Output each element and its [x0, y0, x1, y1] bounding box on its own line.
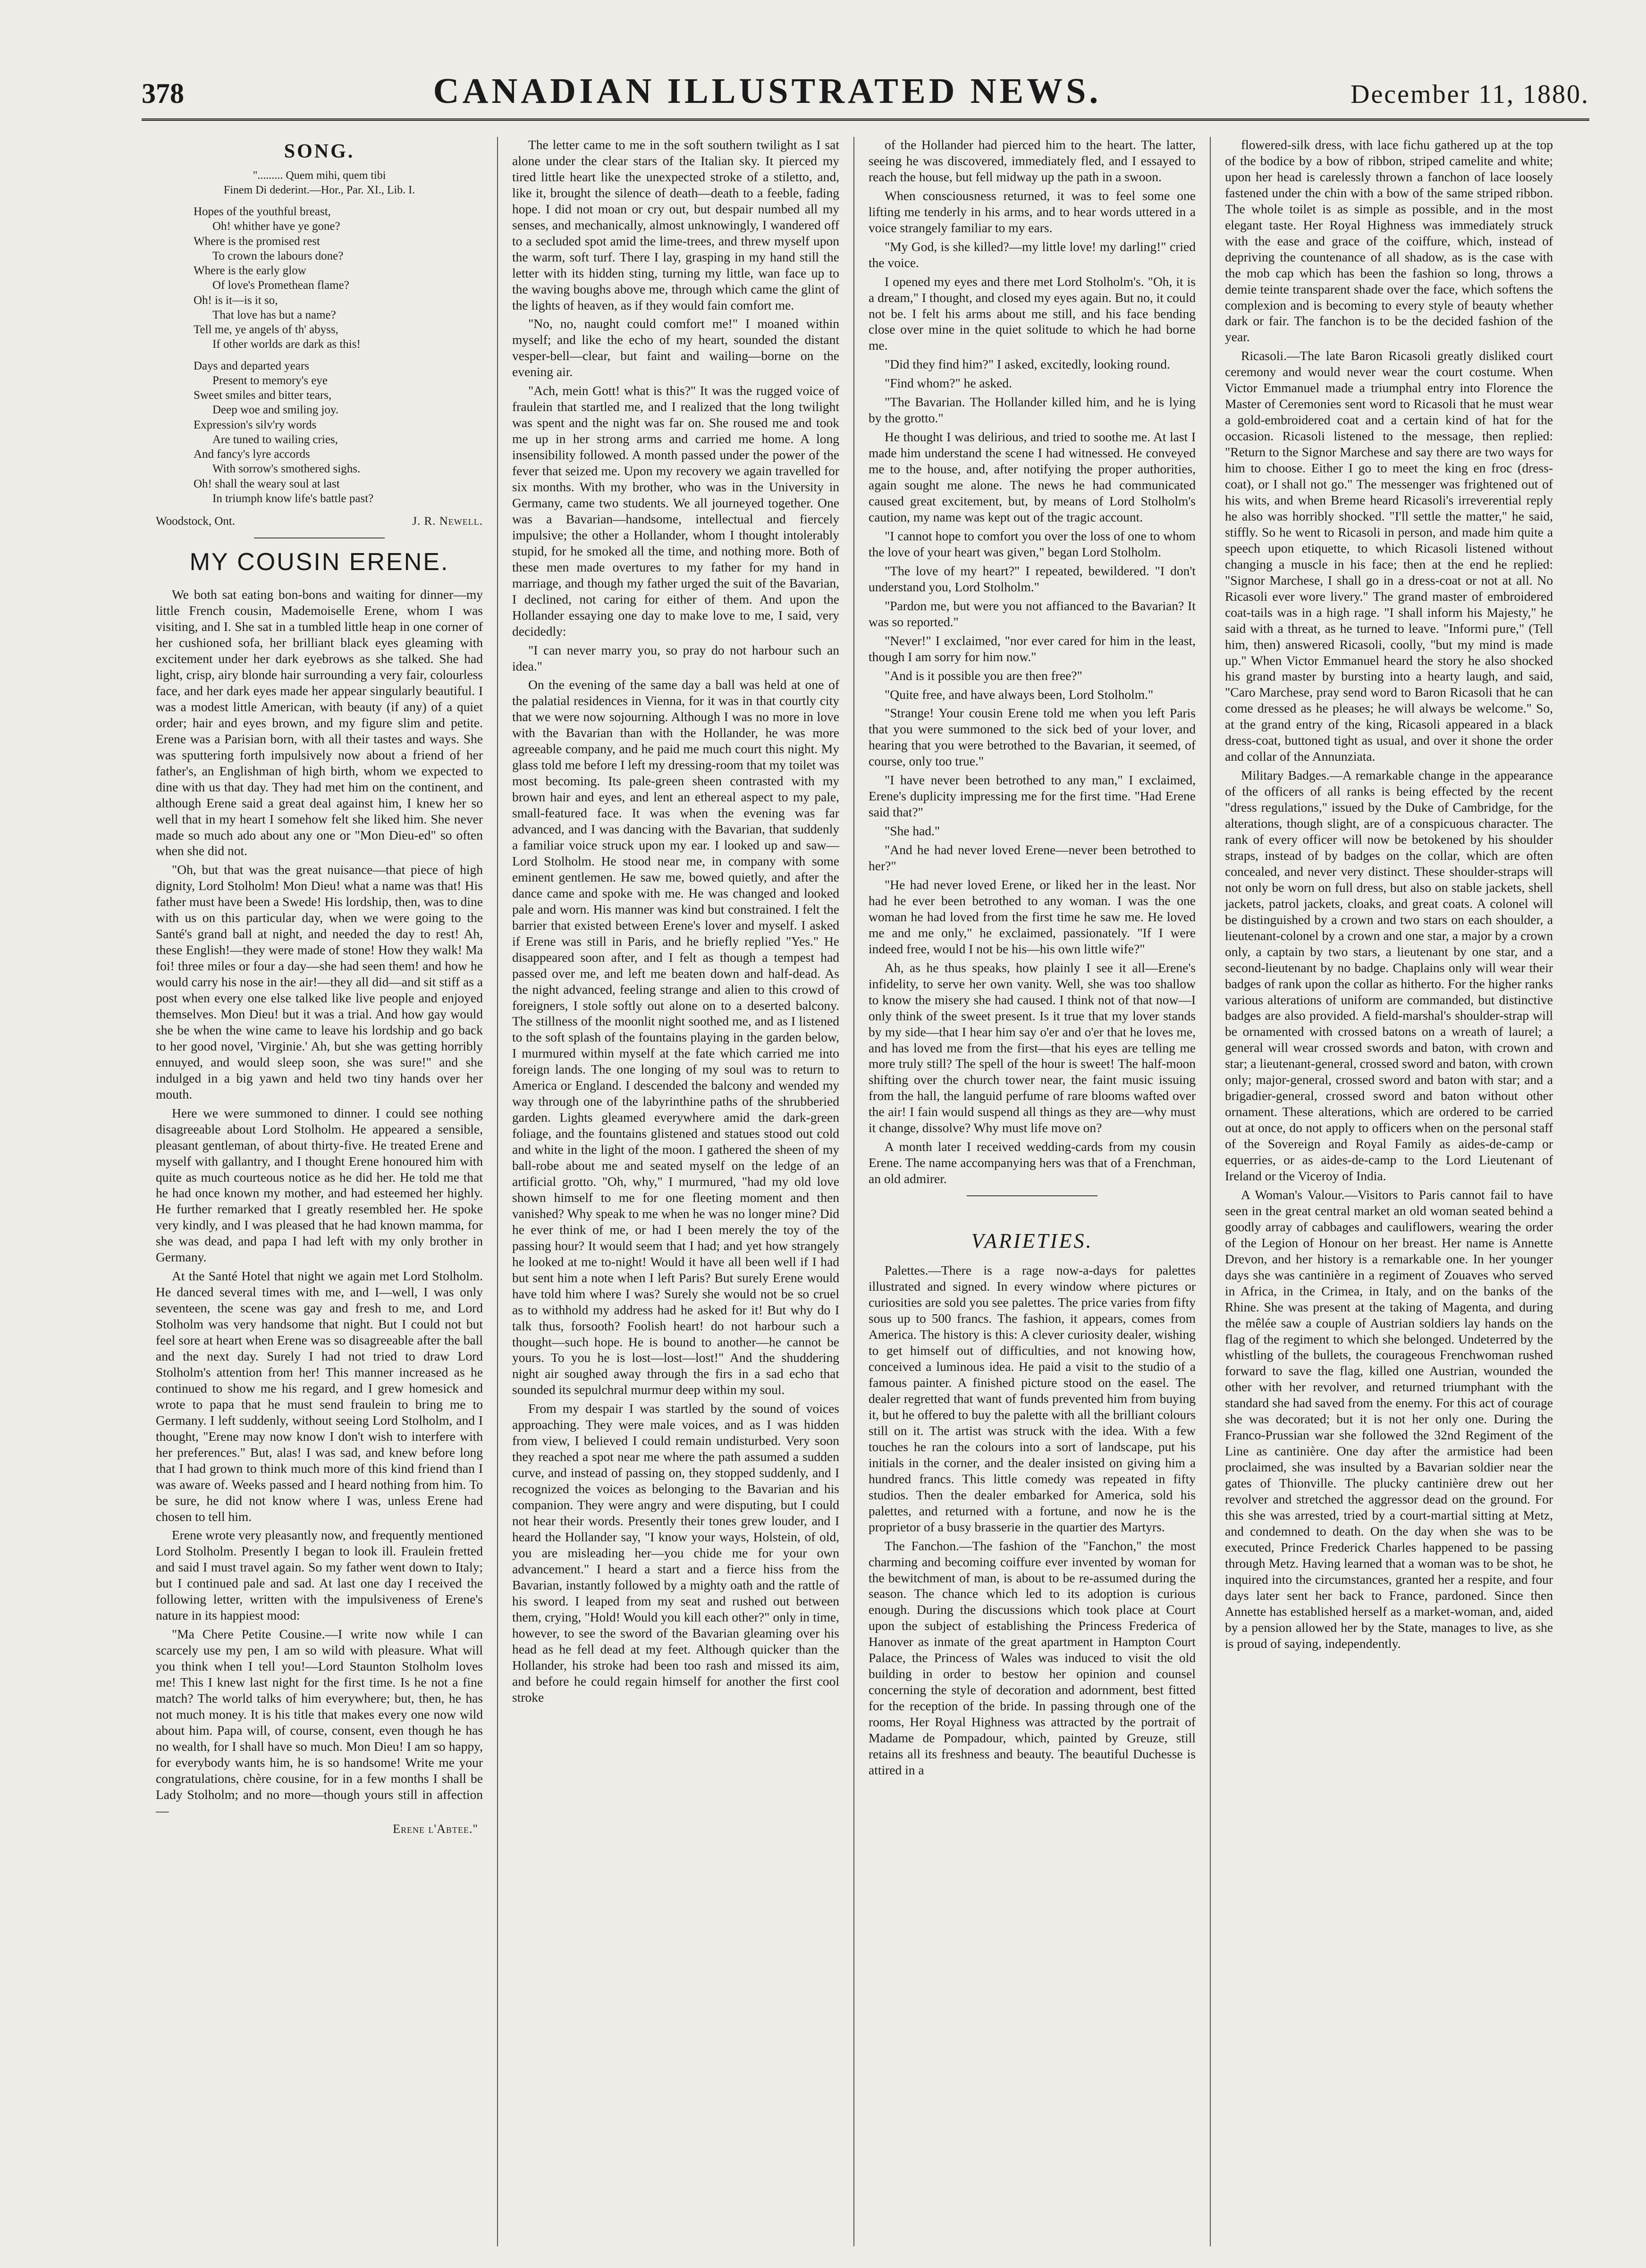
page-header [142, 71, 1589, 121]
stanza-line: Are tuned to wailing cries, [212, 433, 338, 446]
stanza-line: Deep woe and smiling joy. [212, 403, 339, 417]
varieties-paragraph: The Fanchon.—The fashion of the "Fanchon," the most charming and becoming coiffure ever invented by woman for the bewitchment of man, is about to be re-assumed during the season. The chance which led to its adoption is curious enough. During the discussions which took place at Court upon the subject of establishing the Princess Frederica of Hanover as inmate of the great apartment in Hampton Court Palace, the Princess of Wales was induced to visit the old building in order to bestow her opinion and counsel concerning the style of decoration and adornment, best fitted for the reception of the bride. In passing through one of the rooms, Her Royal Highness was attracted by the portrait of Madame de Pompadour, which, painted by Greuze, still retains all its freshness and beauty. The beautiful Duchesse is attired in a [869, 1538, 1196, 1777]
story-paragraph: Erene wrote very pleasantly now, and frequently mentioned Lord Stolholm. Presently I began to look ill. Fraulein fretted and said I must travel again. So my father went down to Italy; but I continued pale and sad. At last one day I received the following letter, written with the impulsiveness of Erene's nature in its happiest mood: [156, 1528, 483, 1623]
story-title: MY COUSIN ERENE. [189, 548, 449, 576]
story-paragraph: "He had never loved Erene, or liked her in the least. Nor had he ever been betrothed to any woman. I was the one woman he had loved from the first time he saw me. He loved me and me only," he exclaimed, passionately. "If I were indeed free, would I not be his—his own little wife?" [869, 877, 1196, 956]
varieties-paragraph: flowered-silk dress, with lace fichu gathered up at the top of the bodice by a bow of ribbon, striped camelite and white; upon her head is carelessly thrown a fanchon of lace loosely fastened under the chin with a bow of the same striped ribbon. The whole toilet is as simple as possible, and in the most elegant taste. Her Royal Highness was immediately struck with the ease and grace of the coiffure, which, instead of depriving the countenance of all shadow, as is the case with the mob cap which has been the fashion so long, throws a demie teinte transparent shade over the face, which softens the complexion and is becoming to every style of beauty whether dark or fair. The fanchon is to be the decided fashion of the year. [1225, 137, 1553, 344]
story-paragraph: "Ach, mein Gott! what is this?" It was the rugged voice of fraulein that startled me, and I realized that the long twilight was spent and the night was far on. She roused me and took me up in her strong arms and carried me home. A long insensibility followed. A month passed under the power of the fever that seized me. Upon my recovery we again travelled for six months. With my brother, who was in the University in Germany, came two students. We all journeyed together. One was a Bavarian—handsome, intellectual and fiercely impulsive; the other a Hollander, whom I thought intolerably stupid, for he smoked all the time, and nothing more. Both of these men made overtures to my father for my hand in marriage, and though my father urged the suit of the Bavarian, I declined, not caring for either of them. And upon the Hollander essaying one day to make love to me, I said, very decidedly: [512, 383, 839, 638]
story-paragraph: "Quite free, and have always been, Lord Stolholm." [885, 687, 1154, 702]
song-stanza-2 [194, 359, 483, 506]
song-title: SONG. [284, 141, 355, 162]
letter-signature: Erene l'Abtee." [393, 1822, 478, 1836]
story-body-col3 [869, 137, 1196, 1187]
column-2 [498, 137, 854, 2246]
story-paragraph: Ah, as he thus speaks, how plainly I see it all—Erene's infidelity, to serve her own vanity. Well, she was too shallow to know the misery she had caused. I think not of that now—I only think of the sweet present. Is it true that my lover stands by my side—that I hear him say o'er and o'er that he loves me, and has loved me from the first—that his eyes are telling me more truly still? The spell of the hour is sweet! The half-moon shifting over the church tower near, the faint music issuing from the hall, the languid perfume of rare blooms wafted over the air! I fain would suspend all things as they are—why must it change, dissolve? Why must life move on? [869, 960, 1196, 1135]
column-1 [142, 137, 498, 2246]
story-paragraph: The letter came to me in the soft southern twilight as I sat alone under the clear stars of the Italian sky. It pierced my tired little heart like the unexpected stroke of a stiletto, and, like it, brought the silence of death—death to a feeble, fading hope. I did not moan or cry out, but despair numbed all my senses, and mechanically, almost unknowingly, I wandered off to a secluded spot amid the lime-trees, and threw myself upon the warm, soft turf. There I lay, grasping in my hand still the letter with its hidden sting, turning my little, wan face up to the waving boughs above me, through which came the glint of the lights of heaven, as if they would fain comfort me. [512, 137, 839, 312]
story-body-col1 [156, 587, 483, 1818]
story-paragraph: "Find whom?" he asked. [885, 376, 1012, 391]
story-paragraph: When consciousness returned, it was to feel some one lifting me tenderly in his arms, and to hear words uttered in a voice strangely familiar to my ears. [869, 188, 1196, 235]
story-paragraph: "The love of my heart?" I repeated, bewildered. "I don't understand you, Lord Stolholm." [869, 563, 1196, 594]
story-paragraph: "Did they find him?" I asked, excitedly, looking round. [885, 357, 1170, 372]
story-paragraph: A month later I received wedding-cards from my cousin Erene. The name accompanying hers was that of a Frenchman, an old admirer. [869, 1139, 1196, 1186]
stanza-line: That love has but a name? [212, 308, 336, 321]
varieties-title: VARIETIES. [971, 1229, 1093, 1253]
story-paragraph: Here we were summoned to dinner. I could see nothing disagreeable about Lord Stolholm. He appeared a sensible, pleasant gentleman, of about thirty-five. He treated Erene and myself with gallantry, and I thought Erene honoured him with quite as much courteous notice as he did her. He told me that he had once known my mother, and had esteemed her highly. He further remarked that I greatly resembled her. He spoke very kindly, and I was pleased that he had known mamma, for she was dead, and papa I had left with my only brother in Germany. [156, 1105, 483, 1265]
column-4 [1211, 137, 1567, 2246]
stanza-line: If other worlds are dark as this! [212, 338, 361, 351]
epigraph-line: "......... Quem mihi, quem tibi [253, 169, 386, 182]
stanza-line: Where is the promised rest [194, 235, 320, 248]
story-paragraph: "And is it possible you are then free?" [885, 668, 1082, 683]
column-3 [854, 137, 1211, 2246]
stanza-line: Hopes of the youthful breast, [194, 205, 331, 218]
varieties-paragraph: A Woman's Valour.—Visitors to Paris cannot fail to have seen in the great central market an old woman seated behind a goodly array of cabbages and cauliflowers, wearing the order of the Legion of Honour on her breast. Her name is Annette Drevon, and her history is a remarkable one. In her younger days she was cantinière in a regiment of Zouaves who served in Africa, in the Crimea, in Italy, and on the banks of the Rhine. She was present at the taking of Magenta, and during the mêlée saw a couple of Austrian soldiers lay hands on the flag of the regiment to which she belonged. Undeterred by the whistling of the bullets, the courageous Frenchwoman rushed forward to save the flag, killed one Austrian, wounded the other with her revolver, and returned triumphant with the standard she had saved from the enemy. For this act of courage she was decorated; but it is not her only one. During the Franco-Prussian war she followed the 32nd Regiment of the Line as cantinière. One day after the armistice had been proclaimed, she was insulted by a Bavarian soldier near the gates of Thionville. The plucky cantinière drew out her revolver and stretched the aggressor dead on the ground. For this she was arrested, tried by a court-martial sitting at Metz, and condemned to death. On the day when she was to be executed, Prince Frederick Charles happened to be passing through Metz. Having learned that a woman was to be shot, he inquired into the circumstances, granted her a respite, and four days later sent her back to France, pardoned. Since then Annette has established herself as a market-woman, and, aided by a pension allowed her by the State, manages to live, as she is proud of saying, independently. [1225, 1187, 1553, 1651]
song-author: J. R. Newell. [412, 515, 483, 528]
story-paragraph: "I can never marry you, so pray do not harbour such an idea." [512, 642, 839, 673]
story-paragraph: "The Bavarian. The Hollander killed him, and he is lying by the grotto." [869, 395, 1196, 426]
stanza-line: Where is the early glow [194, 264, 306, 277]
story-body-col2 [512, 137, 839, 1705]
song-place: Woodstock, Ont. [156, 515, 236, 528]
varieties-body-col3 [869, 1262, 1196, 1778]
stanza-line: Oh! whither have ye gone? [212, 220, 340, 233]
stanza-line: Sweet smiles and bitter tears, [194, 389, 332, 402]
story-paragraph: "No, no, naught could comfort me!" I moaned within myself; and like the echo of my heart, sounded the distant vesper-bell—clear, but faint and wailing—borne on the evening air. [512, 316, 839, 379]
story-paragraph: "I cannot hope to comfort you over the loss of one to whom the love of your heart was given," began Lord Stolholm. [869, 528, 1196, 559]
varieties-body-col4 [1225, 137, 1553, 1652]
stanza-line: Tell me, ye angels of th' abyss, [194, 323, 338, 336]
stanza-line: Of love's Promethean flame? [212, 279, 349, 292]
story-paragraph: "My God, is she killed?—my little love! my darling!" cried the voice. [869, 239, 1196, 270]
stanza-line: Oh! is it—is it so, [194, 294, 278, 307]
issue-date: December 11, 1880. [1351, 80, 1589, 109]
divider [967, 1195, 1097, 1196]
page-number: 378 [142, 78, 184, 109]
stanza-line: With sorrow's smothered sighs. [212, 462, 361, 476]
epigraph-line: Finem Di dederint.—Hor., Par. XI., Lib. I. [223, 184, 415, 197]
varieties-paragraph: Military Badges.—A remarkable change in the appearance of the officers of all ranks is being effected by the recent "dress regulations," issued by the Duke of Cambridge, for the alterations, though slight, are of a conspicuous character. The rank of every officer will now be betokened by his shoulder straps, instead of by badges on the collar, which are often concealed, and never very distinct. These shoulder-straps will not only be worn on full dress, but also on stable jackets, shell jackets, patrol jackets, cloaks, and great coats. A colonel will be distinguished by a crown and two stars on each shoulder, a lieutenant-colonel by a crown and one star, a major by a crown only, a captain by two stars, a lieutenant by one star, and a second-lieutenant by no badge. Chaplains only will wear their badges of rank upon the collar as hitherto. For the higher ranks various alterations of uniform are commanded, but distinctive badges are also provided. A field-marshal's shoulder-strap will be ornamented with crossed batons on a wreath of laurel; a general will wear crossed swords and baton, with crown and star; a lieutenant-general, crossed sword and baton, with crown only; major-general, crossed sword and baton with star; and a brigadier-general, crossed sword and baton without other ornament. These alterations, which are ordered to be carried out at once, do not apply to officers when on the personal staff of the Sovereign and Royal Family as aides-de-camp or equerries, or as aides-de-camp to the Lord Lieutenant of Ireland or the Viceroy of India. [1225, 768, 1553, 1183]
stanza-line: Present to memory's eye [212, 374, 328, 387]
stanza-line: Days and departed years [194, 359, 310, 372]
story-paragraph: "And he had never loved Erene—never been betrothed to her?" [869, 842, 1196, 874]
story-paragraph: From my despair I was startled by the sound of voices approaching. They were male voices, and as I was hidden from view, I believed I could remain undisturbed. Very soon they reached a spot near me where the path assumed a sudden curve, and instead of passing on, they stopped suddenly, and I recognized the voices as belonging to the Bavarian and his companion. They were angry and were disputing, but I could not hear their words. Presently their tones grew louder, and I heard the Hollander say, "I know your ways, Holstein, of old, you are misleading her—you chide me for your own advancement." I heard a start and a fierce hiss from the Bavarian, instantly followed by a mighty oath and the rattle of his sword. I leaped from my seat and rushed out between them, crying, "Hold! Would you kill each other?" only in time, however, to see the sword of the Bavarian gleaming over his head as he fell dead at my feet. Although quicker than the Hollander, his stroke had been too rash and missed its aim, and before he could regain himself for another the first cool stroke [512, 1401, 839, 1705]
stanza-line: Expression's silv'ry words [194, 418, 317, 431]
varieties-paragraph: Ricasoli.—The late Baron Ricasoli greatly disliked court ceremony and would never wear the court costume. When Victor Emmanuel made a triumphal entry into Florence the Master of Ceremonies sent word to Ricasoli that he must wear a gold-embroidered coat and a certain kind of hat for the occasion. Ricasoli listened to the message, then replied: "Return to the Signor Marchese and say there are two ways for him to choose. Either I go to meet the king en froc (dress-coat), or I shall not go." The messenger was frightened out of his wits, and when Breme heard Ricasoli's irreverential reply he also was horribly shocked. "I'll settle the matter," he said, stiffly. So he went to Ricasoli in person, and made him quite a speech upon etiquette, to which Ricasoli listened without changing a muscle in his face; then at the end he replied: "Signor Marchese, I shall go in a dress-coat or not at all. No Ricasoli ever wore livery." The grand master of embroidered coat-tails was in a high rage. "I shall inform his Majesty," he said with a threat, as he turned to leave. "Informi pure," (Tell him, then) answered Ricasoli, coolly, "but my mind is made up." When Victor Emmanuel heard the story he also shocked his grand master by bursting into a hearty laugh, and said, "Caro Marchese, pray send word to Baron Ricasoli that he can come dressed as he pleases; he will always be welcome." So, at the grand entry of the king, Ricasoli appeared in a black dress-coat, buttoned tight as usual, and over it shone the order and collar of the Annunziata. [1225, 348, 1553, 764]
stanza-line: Oh! shall the weary soul at last [194, 477, 340, 490]
story-paragraph: "She had." [885, 823, 940, 839]
song-signature [156, 514, 483, 529]
stanza-line: In triumph know life's battle past? [212, 492, 374, 505]
masthead: CANADIAN ILLUSTRATED NEWS. [433, 71, 1102, 111]
story-paragraph: We both sat eating bon-bons and waiting for dinner—my little French cousin, Mademoiselle Erene, whom I was visiting, and I. She sat in a tumbled little heap in one corner of her cushioned sofa, her brilliant black eyes gleaming with excitement under her dark eyebrows as she talked. She had light, crisp, airy blonde hair surrounding a very fair, colourless face, and her dark eyes made her appear singularly beautiful. I was a modest little American, with beauty (if any) of a quiet order; hair and eyes brown, and my figure slim and petite. Erene was a Parisian born, with all their tastes and ways. She was sputtering forth impulsively now about a friend of her father's, an Englishman of high birth, whom we expected to dine with us that day. They had met him on the continent, and although Erene said a great deal against him, I knew her so well that in my heart I somehow felt she liked him. She never made so much ado about any one or "Mon Dieu-ed" so often when she did not. [156, 587, 483, 858]
story-paragraph: of the Hollander had pierced him to the heart. The latter, seeing he was discovered, immediately fled, and I essayed to reach the house, but fell midway up the path in a swoon. [869, 137, 1196, 184]
varieties-paragraph: Palettes.—There is a rage now-a-days for palettes illustrated and signed. In every window where pictures or curiosities are sold you see palettes. The price varies from fifty sous up to 500 francs. The fashion, it appears, comes from America. The history is this: A clever curiosity dealer, wishing to get himself out of difficulties, and not knowing how, conceived a luminous idea. He paid a visit to the studio of a famous painter. A finished picture stood on the easel. The dealer regretted that want of funds prevented him from buying it, but he offered to buy the palette with all the brilliant colours still on it. The artist was struck with the idea. With a few touches he ran the colours into a sort of landscape, put his initials in the corner, and the dealer insisted on giving him a hundred francs. This little comedy was repeated in fifty studios. Then the dealer embarked for America, sold his palettes, and returned with a fortune, and now he is the proprietor of a busy brasserie in the quartier des Martyrs. [869, 1263, 1196, 1534]
stanza-line: And fancy's lyre accords [194, 448, 310, 461]
song-stanza-1 [194, 204, 483, 352]
story-paragraph: "Ma Chere Petite Cousine.—I write now while I can scarcely use my pen, I am so wild with pleasure. What will you think when I tell you!—Lord Staunton Stolholm loves me! This I knew last night for the first time. Is he not a fine match? The world talks of him everywhere; but, then, he has not much money. It is his title that makes every one now wild about him. Papa will, of course, consent, even though he has no wealth, for I shall have so much. Mon Dieu! I am so happy, for everybody wants him, he is so handsome! Write me your congratulations, chère cousine, for in a few months I shall be Lady Stolholm; and no more—though yours still in affection— [156, 1627, 483, 1818]
story-paragraph: "Pardon me, but were you not affianced to the Bavarian? It was so reported." [869, 598, 1196, 629]
story-paragraph: On the evening of the same day a ball was held at one of the palatial residences in Vienna, for it was in that courtly city that we were now sojourning. Although I was no more in love with the Bavarian than with the Hollander, he was more agreeable company, and he paid me much court this night. My glass told me before I left my dressing-room that my toilet was most becoming. Its pale-green sheen contrasted with my brown hair and eyes, and lent an ethereal aspect to my pale, small-featured face. It was when the evening was far advanced, and I was dancing with the Bavarian, that suddenly a familiar voice struck upon my ear. I looked up and saw—Lord Stolholm. He stood near me, in company with some eminent gentlemen. He saw me, bowed quietly, and after the dance came and spoke with me. He was changed and looked pale and worn. His manner was kind but constrained. I felt the barrier that existed between Erene's lover and myself. I asked if Erene was still in Paris, and he briefly replied "Yes." He disappeared soon after, and I felt as though a tempest had passed over me, and left me beaten down and half-dead. As the night advanced, feeling strange and alien to this crowd of foreigners, I stole softly out alone on to a deserted balcony. The stillness of the moonlit night soothed me, and as I listened to the soft splash of the fountains playing in the garden below, I murmured within myself at the fate which carried me into foreign lands. The one longing of my soul was to return to America or England. I descended the balcony and wended my way through one of the labyrinthine paths of the shrubberied garden. Lights gleamed everywhere amid the dark-green foliage, and the fountains glistened and statues stood out cold and white in the light of the moon. I gathered the sheen of my ball-robe about me and seated myself on the ledge of an artificial grotto. "Oh, why," I murmured, "had my old love shown himself to me for one fleeting moment and then vanished? Why speak to me when he was no longer mine? Did he ever think of me, or had I been merely the toy of the passing hour? It would seem that I had; and yet how strangely he looked at me to-night! Would it have all been well if I had but sent him a note when I left Paris? But surely Erene would have told him where I was? Surely she would not be so cruel as to withhold my address had he asked for it! But why do I talk thus, forsooth? Foolish heart! do not harbour such a thought—such hope. He is bound to another—he cannot be yours. To you he is lost—lost—lost!" And the shuddering night air soughed away through the firs in a sad echo that sounded its sepulchral murmur deep within my soul. [512, 677, 839, 1397]
story-paragraph: "Oh, but that was the great nuisance—that piece of high dignity, Lord Stolholm! Mon Dieu! what a name was that! His father must have been a Swede! His lordship, then, was to dine with us on this particular day, when we were going to the Santé's grand ball at night, and needed the day to rest! Ah, these English!—they were made of stone! How they walk! Ma foi! three miles or four a day—she had seen them! and how he would carry his nose in the air!—they all did—and sit stiff as a post when every one else talked like live people and enjoyed themselves. Mon Dieu! but it was a trial. And how gay would she be when the wine came to leave his lordship and go back to her good novel, 'Virginie.' Ah, but she was getting horribly ennuyed, and would sleep soon, she was sure!" and she indulged in a big yawn and held two tiny hands over her mouth. [156, 862, 483, 1101]
stanza-line: To crown the labours done? [212, 249, 344, 262]
story-paragraph: At the Santé Hotel that night we again met Lord Stolholm. He danced several times with me, and I—well, I was only seventeen, the scene was gay and fresh to me, and Lord Stolholm was very handsome that night. But I could not but feel sore at heart when Erene was so disagreeable after the ball and the next day. Surely I had not tried to draw Lord Stolholm's attention from her! This manner increased as he continued to show me his regard, and I grew homesick and wrote to papa that he must send fraulein to bring me to Germany. I left suddenly, without seeing Lord Stolholm, and I thought, "Erene may now know I don't wish to interfere with her preferences." But, alas! I was sad, and knew before long that I had grown to think much more of this kind friend than I was aware of. Weeks passed and I heard nothing from him. To be sure, he did not know where I was, unless Erene had chosen to tell him. [156, 1268, 483, 1524]
story-paragraph: I opened my eyes and there met Lord Stolholm's. "Oh, it is a dream," I thought, and closed my eyes again. But no, it could not be. I felt his arms about me still, and his face bending close over mine in the quiet solitude to which he had borne me. [869, 274, 1196, 353]
story-paragraph: "I have never been betrothed to any man," I exclaimed, Erene's duplicity impressing me for the first time. "Had Erene said that?" [869, 773, 1196, 820]
song-epigraph [156, 169, 483, 198]
story-paragraph: "Never!" I exclaimed, "nor ever cared for him in the least, though I am sorry for him now." [869, 633, 1196, 664]
story-paragraph: He thought I was delirious, and tried to soothe me. At last I made him understand the scene I had witnessed. He conveyed me to the house, and, after notifying the proper authorities, again sought me alone. The news he had communicated caused great excitement, but, by means of Lord Stolholm's caution, my name was kept out of the tragic account. [869, 429, 1196, 524]
columns [142, 137, 1589, 2246]
story-paragraph: "Strange! Your cousin Erene told me when you left Paris that you were summoned to the sick bed of your lover, and hearing that you were betrothed to the Bavarian, it seemed, of course, only too true." [869, 706, 1196, 769]
